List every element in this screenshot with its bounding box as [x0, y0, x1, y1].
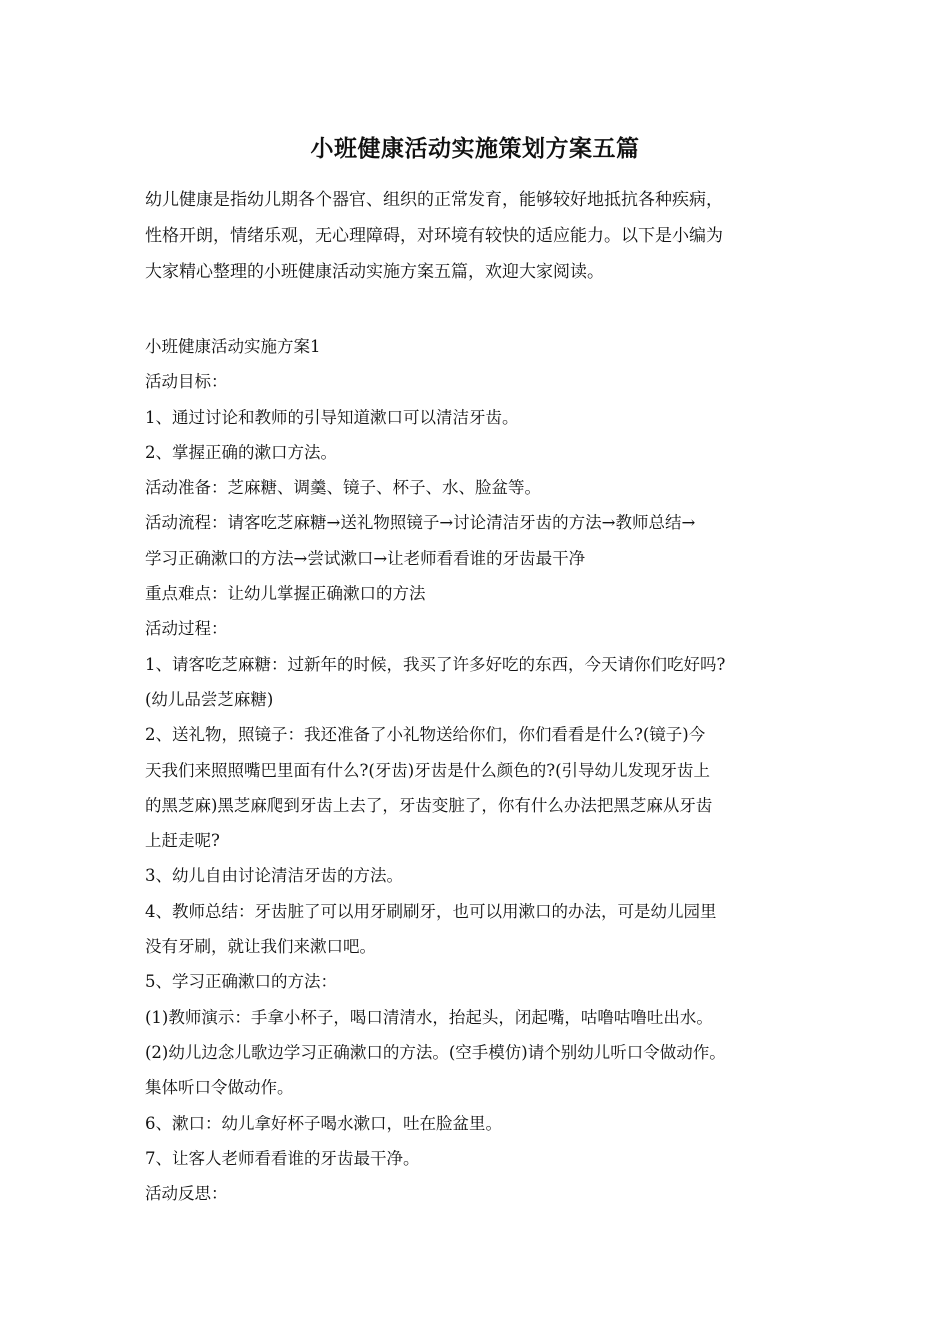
body-line: 集体听口令做动作。 — [145, 1078, 294, 1098]
body-line: 没有牙刷，就让我们来漱口吧。 — [145, 937, 376, 957]
intro-line: 性格开朗，情绪乐观，无心理障碍，对环境有较快的适应能力。以下是小编为 — [145, 226, 723, 246]
body-line: 1、通过讨论和教师的引导知道漱口可以清洁牙齿。 — [145, 407, 519, 427]
body-line: 3、幼儿自由讨论清洁牙齿的方法。 — [145, 866, 403, 886]
body-line: 天我们来照照嘴巴里面有什么?(牙齿)牙齿是什么颜色的?(引导幼儿发现牙齿上 — [145, 760, 711, 780]
body-line: 2、送礼物，照镜子：我还准备了小礼物送给你们，你们看看是什么?(镜子)今 — [145, 725, 706, 745]
body-line: (2)幼儿边念儿歌边学习正确漱口的方法。(空手模仿)请个别幼儿听口令做动作。 — [145, 1042, 726, 1062]
body-line: 5、学习正确漱口的方法： — [145, 972, 337, 992]
body-line: 活动目标： — [145, 372, 228, 392]
body-line: 上赶走呢? — [145, 831, 220, 851]
body-line: 活动流程：请客吃芝麻糖→送礼物照镜子→讨论清洁牙齿的方法→教师总结→ — [145, 513, 696, 533]
body-line: (幼儿品尝芝麻糖) — [145, 689, 274, 709]
body-line: 学习正确漱口的方法→尝试漱口→让老师看看谁的牙齿最干净 — [145, 548, 586, 568]
body-line: 的黑芝麻)黑芝麻爬到牙齿上去了，牙齿变脏了，你有什么办法把黑芝麻从牙齿 — [145, 795, 713, 815]
body-line: 活动过程： — [145, 619, 228, 639]
body-line: (1)教师演示：手拿小杯子，喝口清清水，抬起头，闭起嘴，咕噜咕噜吐出水。 — [145, 1007, 713, 1027]
section-heading: 小班健康活动实施方案1 — [145, 337, 321, 356]
intro-paragraph — [145, 182, 815, 290]
intro-line: 大家精心整理的小班健康活动实施方案五篇，欢迎大家阅读。 — [145, 262, 604, 282]
plan-body — [145, 329, 825, 1211]
body-line: 6、漱口：幼儿拿好杯子喝水漱口，吐在脸盆里。 — [145, 1113, 502, 1133]
body-line: 活动准备：芝麻糖、调羹、镜子、杯子、水、脸盆等。 — [145, 478, 541, 498]
intro-line: 幼儿健康是指幼儿期各个器官、组织的正常发育，能够较好地抵抗各种疾病， — [145, 190, 723, 210]
body-line: 2、掌握正确的漱口方法。 — [145, 442, 337, 462]
body-line: 7、让客人老师看看谁的牙齿最干净。 — [145, 1148, 420, 1168]
body-line: 重点难点：让幼儿掌握正确漱口的方法 — [145, 584, 426, 604]
document-title: 小班健康活动实施策划方案五篇 — [310, 135, 640, 162]
body-line: 4、教师总结：牙齿脏了可以用牙刷刷牙，也可以用漱口的办法，可是幼儿园里 — [145, 901, 717, 921]
body-line: 1、请客吃芝麻糖：过新年的时候，我买了许多好吃的东西，今天请你们吃好吗? — [145, 654, 726, 674]
body-line: 活动反思： — [145, 1184, 228, 1204]
